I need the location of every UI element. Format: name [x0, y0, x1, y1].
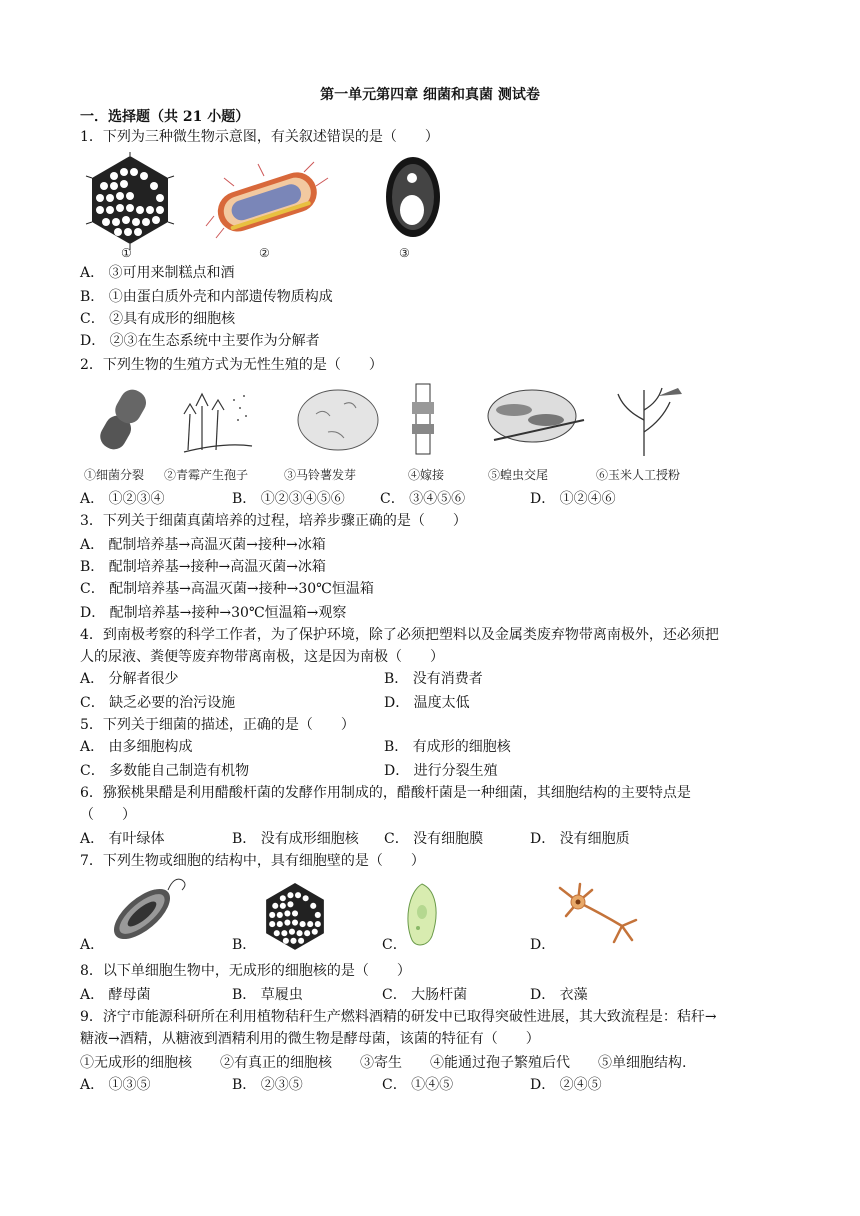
q2-caption-6: ⑥玉米人工授粉 — [596, 468, 681, 482]
q6-option-a: A． 有叶绿体 — [80, 831, 165, 847]
yeast-figure — [382, 154, 444, 240]
q2-option-b: B． ①②③④⑤⑥ — [232, 491, 345, 507]
q5-stem: 5．下列关于细菌的描述，正确的是（ ） — [80, 717, 355, 733]
q7-option-d: D． — [530, 937, 556, 953]
q2-caption-5: ⑤蝗虫交尾 — [488, 468, 549, 482]
q2-stem: 2．下列生物的生殖方式为无性生殖的是（ ） — [80, 357, 383, 373]
q9-features: ①无成形的细胞核 ②有真正的细胞核 ③寄生 ④能通过孢子繁殖后代 ⑤单细胞结构. — [80, 1055, 687, 1071]
q7-option-b: B． — [232, 937, 257, 953]
q2-caption-4: ④嫁接 — [408, 468, 445, 482]
q6-option-b: B． 没有成形细胞核 — [232, 831, 359, 847]
bacterium-figure — [204, 156, 330, 246]
q6-option-d: D． 没有细胞质 — [530, 831, 630, 847]
q4-stem-line1: 4．到南极考察的科学工作者，为了保护环境，除了必须把塑料以及金属类废弃物带离南极外，还必须把 — [80, 627, 719, 643]
q8-stem: 8．以下单细胞生物中，无成形的细胞核的是（ ） — [80, 963, 411, 979]
q1-option-c: C． ②具有成形的细胞核 — [80, 311, 236, 327]
q6-option-c: C． 没有细胞膜 — [384, 831, 484, 847]
page-title: 第一单元第四章 细菌和真菌 测试卷 — [320, 87, 540, 103]
q4-option-a: A． 分解者很少 — [80, 671, 179, 687]
q3-option-a: A． 配制培养基→高温灭菌→接种→冰箱 — [80, 537, 326, 553]
q1-stem: 1．下列为三种微生物示意图，有关叙述错误的是（ ） — [80, 129, 439, 145]
q8-option-c: C． 大肠杆菌 — [382, 987, 468, 1003]
fig-label-3: ③ — [399, 246, 410, 260]
q9-option-a: A． ①③⑤ — [80, 1077, 151, 1093]
virus-figure — [84, 152, 176, 252]
q7-option-a: A． — [80, 937, 105, 953]
q1-option-a: A． ③可用来制糕点和酒 — [80, 265, 235, 281]
q1-option-d: D． ②③在生态系统中主要作为分解者 — [80, 333, 320, 349]
q4-option-d: D． 温度太低 — [384, 695, 470, 711]
q9-option-c: C． ①④⑤ — [382, 1077, 454, 1093]
q6-stem-line1: 6．猕猴桃果醋是利用醋酸杆菌的发酵作用制成的，醋酸杆菌是一种细菌，其细胞结构的主要特点是 — [80, 785, 691, 801]
q7-paramecium-figure — [402, 882, 442, 950]
q2-option-c: C． ③④⑤⑥ — [380, 491, 466, 507]
q1-option-b: B． ①由蛋白质外壳和内部遗传物质构成 — [80, 289, 333, 305]
q5-option-c: C． 多数能自己制造有机物 — [80, 763, 250, 779]
q5-option-a: A． 由多细胞构成 — [80, 739, 193, 755]
q2-caption-1: ①细菌分裂 — [84, 468, 145, 482]
q7-stem: 7．下列生物或细胞的结构中，具有细胞壁的是（ ） — [80, 853, 425, 869]
q5-option-b: B． 有成形的细胞核 — [384, 739, 511, 755]
q3-option-d: D． 配制培养基→接种→30℃恒温箱→观察 — [80, 605, 347, 621]
q7-virus-figure — [258, 880, 332, 956]
q3-option-b: B． 配制培养基→接种→高温灭菌→冰箱 — [80, 559, 326, 575]
q9-stem-line2: 糖液→酒精，从糖液到酒精利用的微生物是酵母菌，该菌的特征有（ ） — [80, 1031, 540, 1047]
q6-stem-line2: （ ） — [80, 807, 136, 823]
q4-option-c: C． 缺乏必要的治污设施 — [80, 695, 236, 711]
section-heading: 一．选择题（共 21 小题） — [80, 109, 250, 125]
q4-stem-line2: 人的尿液、粪便等废弃物带离南极，这是因为南极（ ） — [80, 649, 444, 665]
q2-caption-2: ②青霉产生孢子 — [164, 468, 249, 482]
q8-option-b: B． 草履虫 — [232, 987, 303, 1003]
q3-stem: 3．下列关于细菌真菌培养的过程，培养步骤正确的是（ ） — [80, 513, 467, 529]
q4-option-b: B． 没有消费者 — [384, 671, 483, 687]
q2-option-a: A． ①②③④ — [80, 491, 165, 507]
q3-option-c: C． 配制培养基→高温灭菌→接种→30℃恒温箱 — [80, 581, 374, 597]
q7-option-c: C． — [382, 937, 407, 953]
fig-label-2: ② — [259, 246, 270, 260]
q9-option-b: B． ②③⑤ — [232, 1077, 303, 1093]
q9-option-d: D． ②④⑤ — [530, 1077, 602, 1093]
q8-option-d: D． 衣藻 — [530, 987, 588, 1003]
q7-neuron-figure — [556, 880, 642, 946]
q2-caption-3: ③马铃薯发芽 — [284, 468, 357, 482]
q9-stem-line1: 9．济宁市能源科研所在利用植物秸秆生产燃料酒精的研发中已取得突破性进展，其大致流程是：秸秆→ — [80, 1009, 717, 1025]
fig-label-1: ① — [121, 246, 132, 260]
reproduction-figures — [84, 380, 704, 458]
q2-option-d: D． ①②④⑥ — [530, 491, 616, 507]
q7-bacterium-figure — [102, 870, 186, 946]
q8-option-a: A． 酵母菌 — [80, 987, 151, 1003]
q5-option-d: D． 进行分裂生殖 — [384, 763, 498, 779]
